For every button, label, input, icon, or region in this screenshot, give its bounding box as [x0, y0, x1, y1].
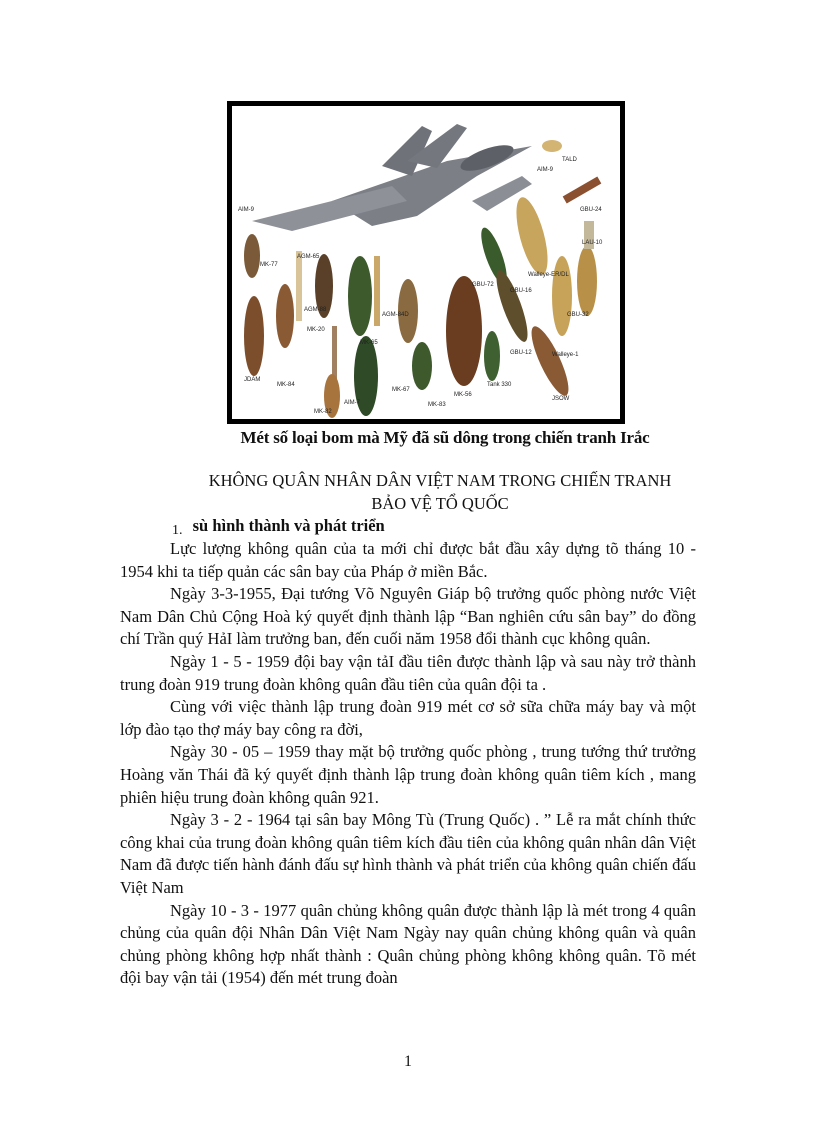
page-number: 1 [404, 1053, 412, 1070]
weapon-label: MK-83 [428, 402, 446, 408]
weapon-label: MK-84 [277, 382, 295, 388]
body-text [120, 538, 696, 990]
section-number: 1. [172, 523, 183, 538]
weapon-label: AIM-9 [537, 167, 554, 173]
paragraph: Ngày 3-3-1955, Đại tướng Võ Nguyên Giáp bộ trưởng quốc phòng nước Việt Nam Dân Chủ Cộng Hoà ký quyết định thành lập “Ban nghiên cứu sân bay” do đồng chí Trần quý HảI làm trưởng ban, đến cuối năm 1958 đổi thành cục không quân. [120, 584, 696, 649]
weapon-label: Walleye-1 [552, 352, 579, 358]
paragraph: Ngày 10 - 3 - 1977 quân chủng không quân được thành lập là mét trong 4 quân chủng của quân đội Nhân Dân Việt Nam Ngày nay quân chủng không quân và quân chủng phòng không hợp nhất thành : Quân chủng phòng không không quân. Tõ mét đội bay vận tải (1954) đến mét trung đoàn [120, 900, 696, 988]
weapon-label: MK-82 [314, 409, 332, 415]
weapons-illustration [232, 106, 620, 419]
weapon-label: GBU-72 [472, 282, 494, 288]
weapon-label: AGM-84D [382, 312, 409, 318]
section-title: sù hình thành và phát triển [192, 516, 385, 535]
paragraph: Cùng với việc thành lập trung đoàn 919 mét cơ sở sữa chữa máy bay và một lớp đào tạo thợ máy bay công ra đời, [120, 697, 696, 739]
weapon-label: AIM-9 [238, 207, 255, 213]
weapon-label: GBU-12 [510, 350, 532, 356]
figure-caption: Mét số loại bom mà Mỹ đã sũ dông trong chiến tranh Irắc [240, 428, 650, 447]
section-heading [172, 516, 385, 536]
paragraph: Ngày 1 - 5 - 1959 đội bay vận tảI đầu tiên được thành lập và sau này trở thành trung đoàn 919 trung đoàn không quân đầu tiên của quân đội ta . [120, 651, 696, 694]
weapon-label: MK-56 [454, 392, 472, 398]
weapon-label: MK-65 [360, 340, 378, 346]
weapon-label: GBU-16 [510, 288, 532, 294]
weapon-label: MK-20 [307, 327, 325, 333]
paragraph: Ngày 3 - 2 - 1964 tại sân bay Mông Tù (Trung Quốc) . ” Lễ ra mắt chính thức công khai của trung đoàn không quân tiêm kích đầu tiên của không quân nhân dân Việt Nam đã được tiến hành đánh đấu sự hình thành và phát triển của không quân chiến đấu Việt Nam [120, 810, 696, 897]
weapon-label: Walleye-ER/DL [528, 272, 569, 278]
weapon-label: LAU-10 [582, 240, 603, 246]
paragraph: Lực lượng không quân của ta mới chỉ được bắt đầu xây dựng tõ tháng 10 - 1954 khi ta tiếp quản các sân bay của Pháp ở miền Bắc. [120, 539, 696, 581]
chapter-heading-line-1: KHÔNG QUÂN NHÂN DÂN VIỆT NAM TRONG CHIẾN TRANH [208, 471, 672, 490]
paragraph: Ngày 30 - 05 – 1959 thay mặt bộ trưởng quốc phòng , trung tướng thứ trưởng Hoàng văn Thái đã ký quyết định thành lập trung đoàn không quân tiêm kích , mang phiên hiệu trung đoàn không quân 921. [120, 742, 696, 807]
weapon-label: AGM-65 [297, 254, 320, 260]
fighter-jet-graphic [252, 124, 532, 231]
weapon-label: JSOW [552, 396, 570, 402]
weapon-label: GBU-24 [580, 207, 602, 213]
weapon-label: MK-67 [392, 387, 410, 393]
weapon-label: GBU-32 [567, 312, 589, 318]
weapon-label: MK-77 [260, 262, 278, 268]
weapon-label: JDAM [244, 377, 261, 383]
chapter-heading-line-2: BẢO VỆ TỔ QUỐC [371, 494, 509, 513]
weapon-label: AIM-7 [344, 400, 361, 406]
weapon-label: Tank 330 [487, 382, 512, 388]
weapon-label: TALD [562, 157, 577, 163]
weapons-figure [227, 101, 625, 424]
weapon-label: AGM-88 [304, 307, 327, 313]
